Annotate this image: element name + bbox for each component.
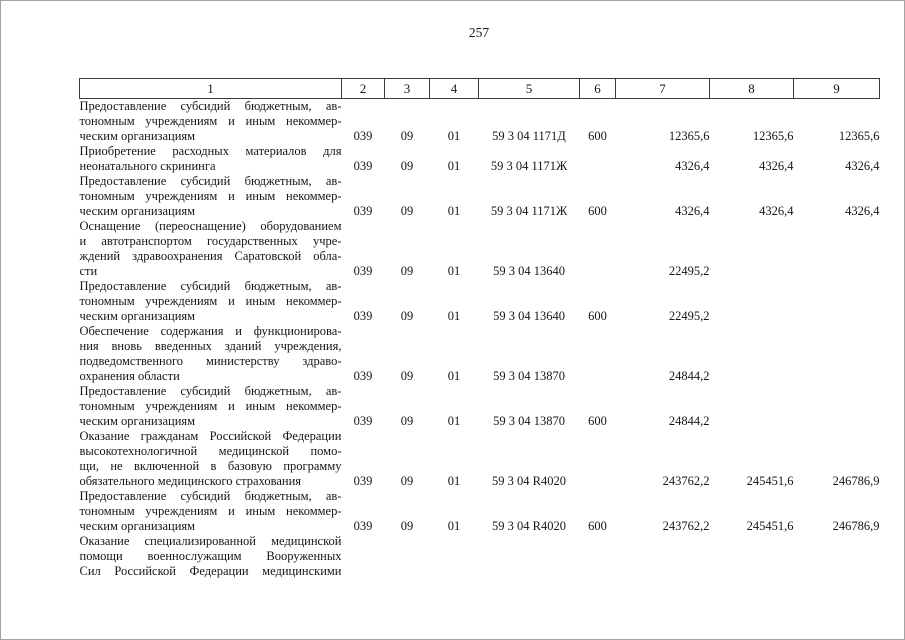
table-row bbox=[80, 219, 880, 279]
code-cell: 039 bbox=[353, 129, 373, 143]
table-row bbox=[80, 489, 880, 534]
code-cell bbox=[385, 534, 430, 579]
expense-name-line: Предоставление субсидий бюджетным, ав- bbox=[79, 279, 342, 293]
expense-name-line: охранения области bbox=[79, 369, 180, 383]
amount-cell bbox=[616, 534, 710, 579]
code-cell: 01 bbox=[447, 519, 461, 533]
expense-name-line: Предоставление субсидий бюджетным, ав- bbox=[79, 384, 342, 398]
expense-name-cell bbox=[80, 384, 342, 429]
amount-cell bbox=[710, 384, 794, 429]
expense-name-line: обязательного медицинского страхования bbox=[79, 474, 302, 488]
code-cell: 59 3 04 1171Ж bbox=[490, 204, 568, 218]
page-content bbox=[1, 25, 879, 579]
amount-cell bbox=[710, 279, 794, 324]
amount-cell bbox=[794, 324, 880, 384]
amount-cell: 4326,4 bbox=[845, 159, 880, 173]
expense-name-line: сти bbox=[79, 264, 98, 278]
amount-cell: 243762,2 bbox=[662, 519, 710, 533]
expense-name-line: тономным учреждениям и иным некоммер- bbox=[79, 399, 342, 413]
amount-cell bbox=[710, 219, 794, 279]
amount-cell: 24844,2 bbox=[668, 414, 710, 428]
expense-name-line: ческим организациям bbox=[79, 414, 196, 428]
amount-cell: 4326,4 bbox=[845, 204, 880, 218]
table-row bbox=[80, 384, 880, 429]
column-header: 7 bbox=[616, 79, 710, 99]
code-cell: 039 bbox=[353, 474, 373, 488]
code-cell bbox=[580, 324, 616, 384]
expense-name-line: Предоставление субсидий бюджетным, ав- bbox=[79, 174, 342, 188]
code-cell: 09 bbox=[400, 129, 414, 143]
page-number: 257 bbox=[468, 25, 490, 40]
amount-cell: 243762,2 bbox=[662, 474, 710, 488]
code-cell: 01 bbox=[447, 309, 461, 323]
expense-name-cell bbox=[80, 174, 342, 219]
code-cell: 01 bbox=[447, 264, 461, 278]
code-cell: 039 bbox=[353, 159, 373, 173]
code-cell: 09 bbox=[400, 264, 414, 278]
code-cell bbox=[580, 144, 616, 174]
code-cell: 039 bbox=[353, 264, 373, 278]
expense-name-line: тономным учреждениям и иным некоммер- bbox=[79, 294, 342, 308]
table-row bbox=[80, 99, 880, 145]
column-header: 3 bbox=[385, 79, 430, 99]
expense-name-line: ния вновь введенных зданий учреждения, bbox=[79, 339, 342, 353]
code-cell bbox=[580, 219, 616, 279]
expense-name-line: неонатального скрининга bbox=[79, 159, 216, 173]
table-row bbox=[80, 279, 880, 324]
amount-cell bbox=[794, 534, 880, 579]
code-cell: 09 bbox=[400, 204, 414, 218]
expense-name-line: тономным учреждениям и иным некоммер- bbox=[79, 504, 342, 518]
column-header: 9 bbox=[794, 79, 880, 99]
amount-cell bbox=[794, 219, 880, 279]
expense-name-cell bbox=[80, 429, 342, 489]
code-cell: 039 bbox=[353, 369, 373, 383]
expense-name-line: ческим организациям bbox=[79, 519, 196, 533]
code-cell: 59 3 04 R4020 bbox=[492, 474, 566, 488]
code-cell: 600 bbox=[588, 309, 607, 323]
code-cell: 600 bbox=[588, 519, 607, 533]
amount-cell bbox=[794, 384, 880, 429]
code-cell: 59 3 04 13870 bbox=[493, 369, 565, 383]
column-header: 5 bbox=[479, 79, 580, 99]
amount-cell: 245451,6 bbox=[746, 519, 794, 533]
amount-cell: 12365,6 bbox=[838, 129, 880, 143]
code-cell: 039 bbox=[353, 309, 373, 323]
amount-cell: 22495,2 bbox=[668, 264, 710, 278]
code-cell: 09 bbox=[400, 309, 414, 323]
expense-name-cell bbox=[80, 144, 342, 174]
expense-name-line: Оснащение (переоснащение) оборудованием bbox=[79, 219, 342, 233]
table-header bbox=[80, 79, 880, 99]
column-header: 2 bbox=[342, 79, 385, 99]
amount-cell: 245451,6 bbox=[746, 474, 794, 488]
expense-name-line: Оказание гражданам Российской Федерации bbox=[79, 429, 342, 443]
expense-name-line: щи, не включенной в базовую программу bbox=[79, 459, 342, 473]
code-cell: 01 bbox=[447, 369, 461, 383]
code-cell: 039 bbox=[353, 204, 373, 218]
expense-name-line: ческим организациям bbox=[79, 129, 196, 143]
expense-name-line: помощи военнослужащим Вооруженных bbox=[79, 549, 342, 563]
expense-name-line: Приобретение расходных материалов для bbox=[79, 144, 342, 158]
code-cell: 59 3 04 1171Ж bbox=[490, 159, 568, 173]
amount-cell bbox=[710, 534, 794, 579]
column-header: 4 bbox=[430, 79, 479, 99]
code-cell: 600 bbox=[588, 129, 607, 143]
amount-cell: 12365,6 bbox=[668, 129, 710, 143]
expense-name-line: Сил Российской Федерации медицинскими bbox=[79, 564, 342, 578]
code-cell: 600 bbox=[588, 414, 607, 428]
budget-table bbox=[79, 78, 880, 579]
code-cell: 59 3 04 13640 bbox=[493, 264, 565, 278]
code-cell: 01 bbox=[447, 159, 461, 173]
table-row bbox=[80, 324, 880, 384]
amount-cell: 4326,4 bbox=[675, 159, 710, 173]
code-cell: 01 bbox=[447, 474, 461, 488]
amount-cell: 4326,4 bbox=[759, 159, 794, 173]
code-cell: 600 bbox=[588, 204, 607, 218]
column-header: 6 bbox=[580, 79, 616, 99]
expense-name-line: ческим организациям bbox=[79, 309, 196, 323]
expense-name-line: Предоставление субсидий бюджетным, ав- bbox=[79, 489, 342, 503]
expense-name-line: ждений здравоохранения Саратовской обла- bbox=[79, 249, 342, 263]
expense-name-line: ческим организациям bbox=[79, 204, 196, 218]
code-cell: 09 bbox=[400, 519, 414, 533]
code-cell: 039 bbox=[353, 519, 373, 533]
amount-cell: 246786,9 bbox=[832, 474, 880, 488]
code-cell: 01 bbox=[447, 204, 461, 218]
expense-name-cell bbox=[80, 99, 342, 145]
code-cell: 039 bbox=[353, 414, 373, 428]
expense-name-line: подведомственного министерству здраво- bbox=[79, 354, 342, 368]
table-row bbox=[80, 144, 880, 174]
code-cell bbox=[580, 534, 616, 579]
expense-name-line: Обеспечение содержания и функционирова- bbox=[79, 324, 342, 338]
code-cell: 09 bbox=[400, 369, 414, 383]
code-cell: 01 bbox=[447, 129, 461, 143]
expense-name-line: и автотранспортом государственных учре- bbox=[79, 234, 342, 248]
amount-cell bbox=[794, 279, 880, 324]
expense-name-line: высокотехнологичной медицинской помо- bbox=[79, 444, 342, 458]
expense-name-cell bbox=[80, 534, 342, 579]
table-row bbox=[80, 534, 880, 579]
table-row bbox=[80, 174, 880, 219]
expense-name-line: Предоставление субсидий бюджетным, ав- bbox=[79, 99, 342, 113]
code-cell: 59 3 04 R4020 bbox=[492, 519, 566, 533]
column-header: 1 bbox=[80, 79, 342, 99]
header-row bbox=[80, 79, 880, 99]
code-cell: 59 3 04 13870 bbox=[493, 414, 565, 428]
amount-cell: 246786,9 bbox=[832, 519, 880, 533]
amount-cell: 4326,4 bbox=[675, 204, 710, 218]
code-cell bbox=[430, 534, 479, 579]
table-row bbox=[80, 429, 880, 489]
code-cell bbox=[580, 429, 616, 489]
code-cell: 59 3 04 13640 bbox=[493, 309, 565, 323]
amount-cell: 22495,2 bbox=[668, 309, 710, 323]
code-cell: 09 bbox=[400, 474, 414, 488]
code-cell: 59 3 04 1171Д bbox=[492, 129, 566, 143]
expense-name-cell bbox=[80, 219, 342, 279]
column-header: 8 bbox=[710, 79, 794, 99]
code-cell: 01 bbox=[447, 414, 461, 428]
expense-name-line: тономным учреждениям и иным некоммер- bbox=[79, 189, 342, 203]
expense-name-line: Оказание специализированной медицинской bbox=[79, 534, 342, 548]
expense-name-cell bbox=[80, 279, 342, 324]
code-cell bbox=[342, 534, 385, 579]
amount-cell bbox=[710, 324, 794, 384]
table-body bbox=[80, 99, 880, 580]
code-cell: 09 bbox=[400, 159, 414, 173]
expense-name-line: тономным учреждениям и иным некоммер- bbox=[79, 114, 342, 128]
amount-cell: 12365,6 bbox=[752, 129, 794, 143]
expense-name-cell bbox=[80, 489, 342, 534]
amount-cell: 4326,4 bbox=[759, 204, 794, 218]
amount-cell: 24844,2 bbox=[668, 369, 710, 383]
code-cell: 09 bbox=[400, 414, 414, 428]
expense-name-cell bbox=[80, 324, 342, 384]
code-cell bbox=[479, 534, 580, 579]
